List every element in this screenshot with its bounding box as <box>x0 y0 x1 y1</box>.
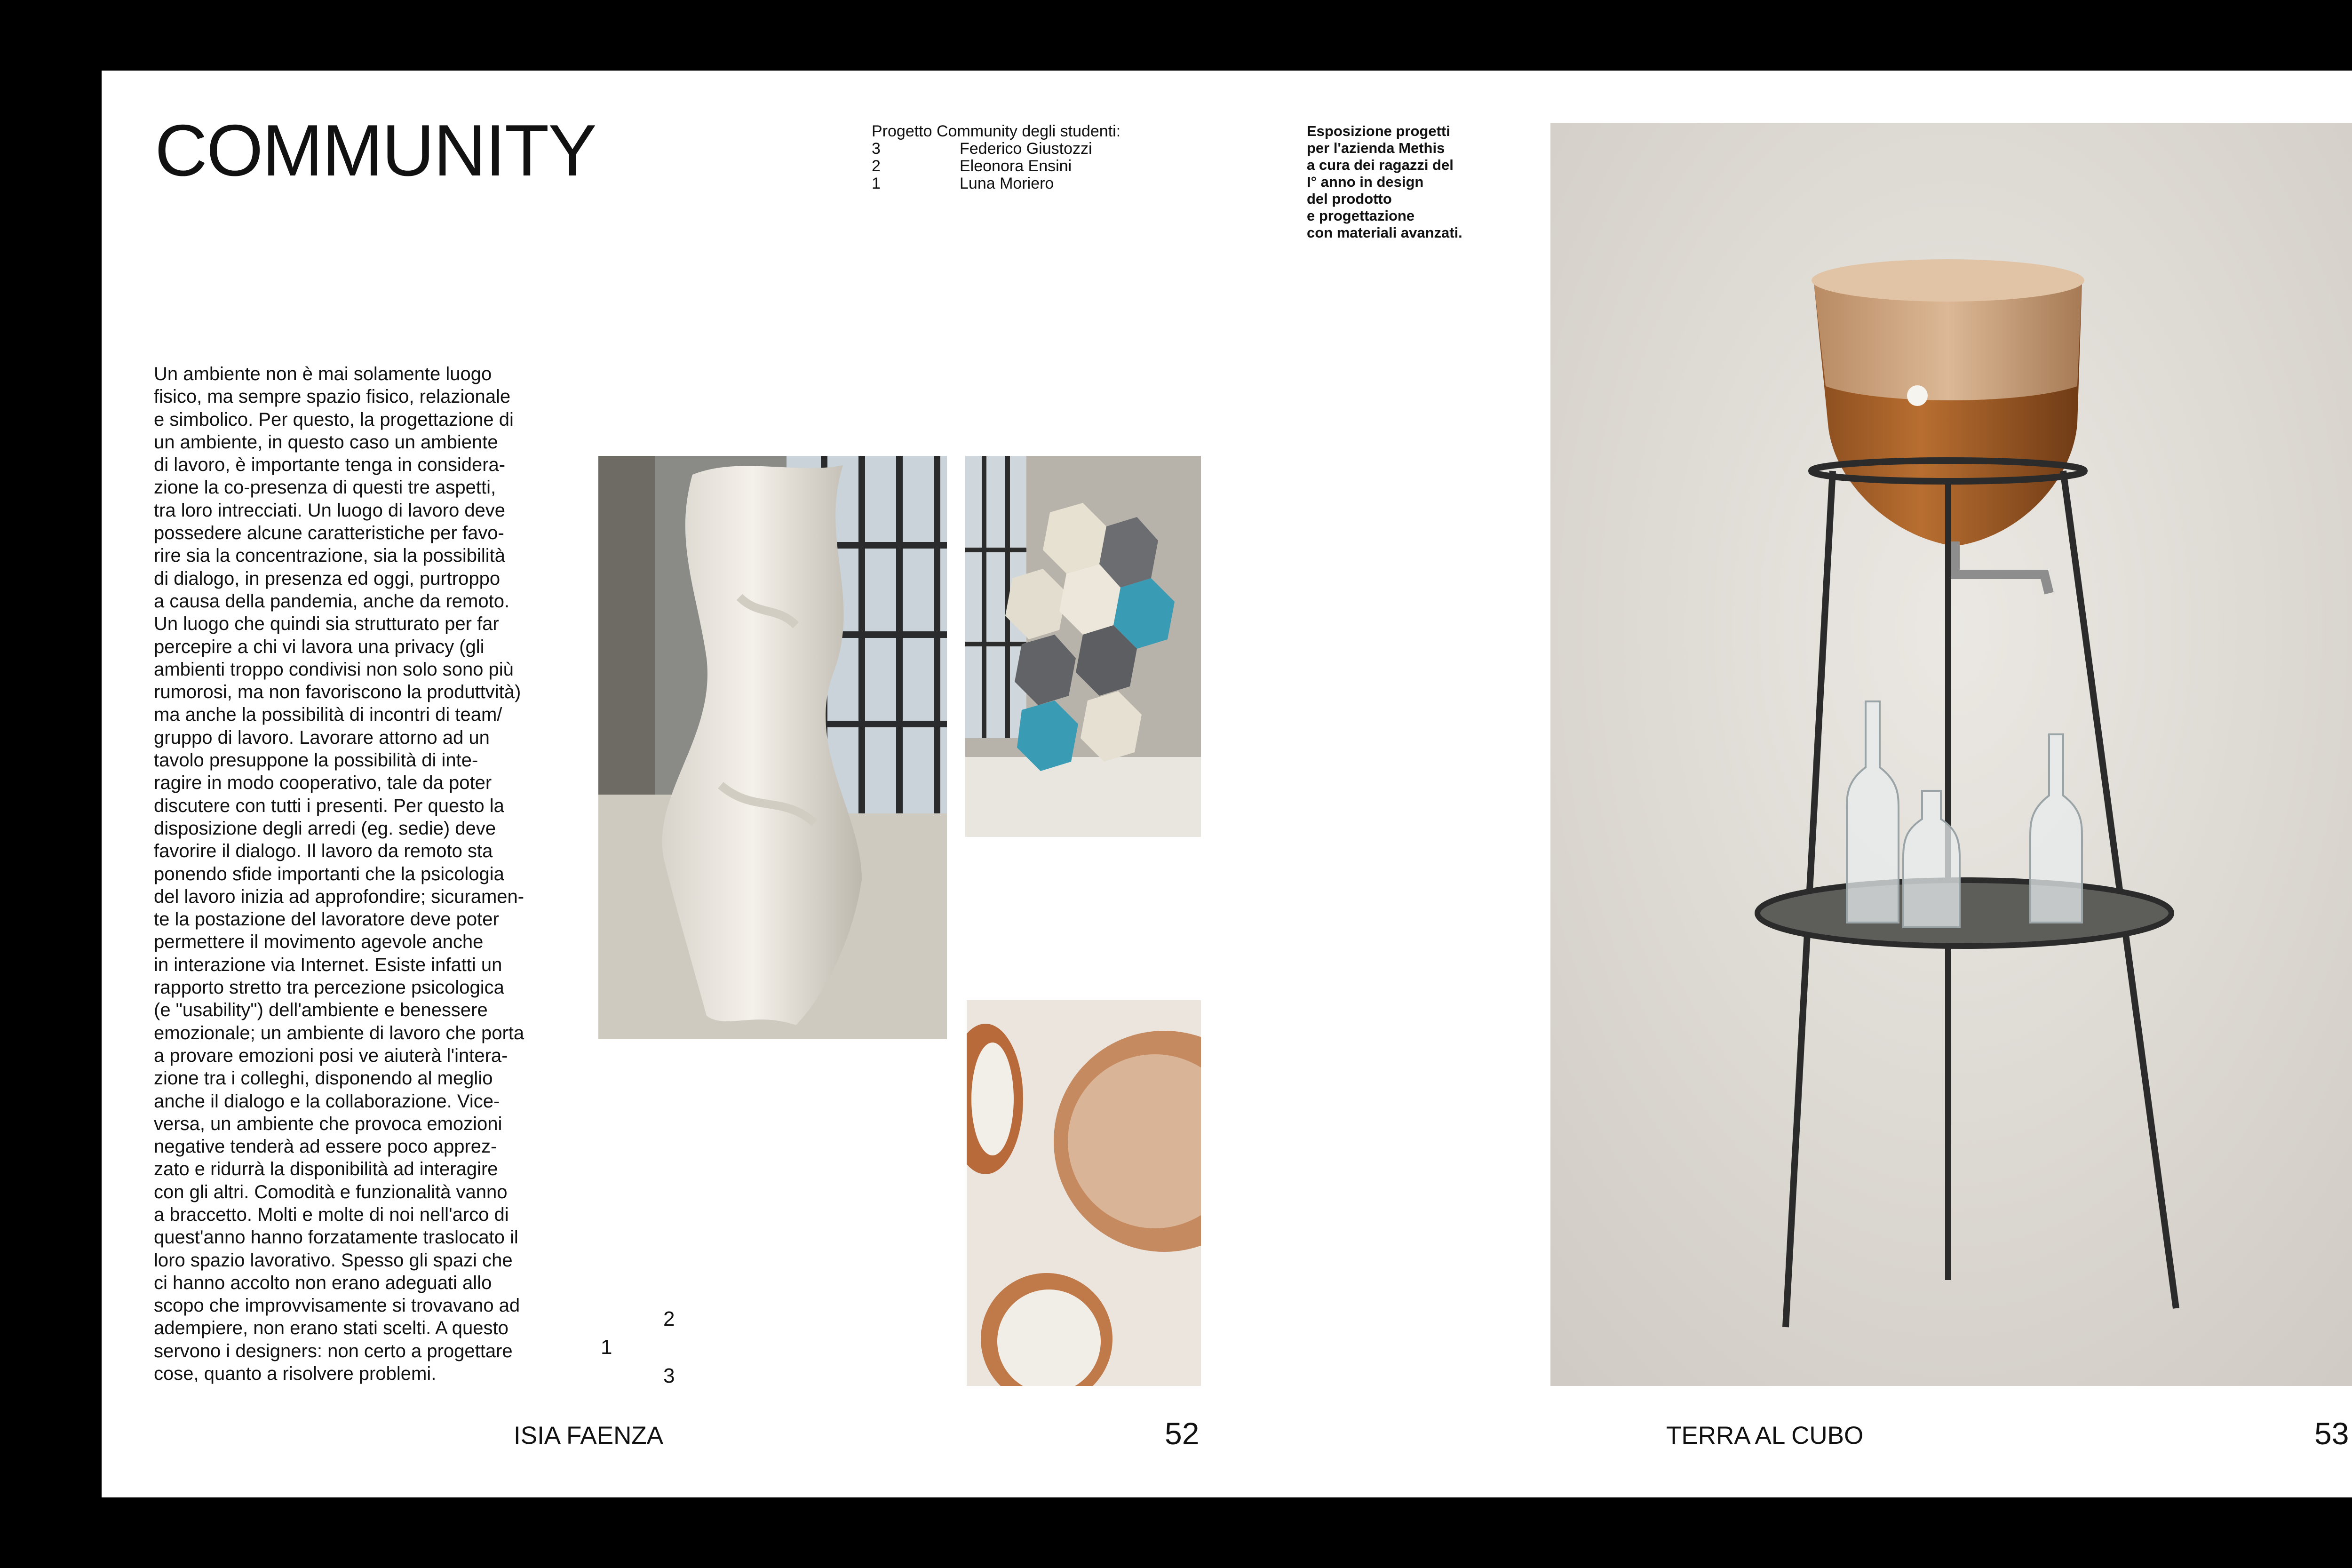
body-text-line: gruppo di lavoro. Lavorare attorno ad un <box>154 727 490 748</box>
body-text-line: disposizione degli arredi (eg. sedie) deve <box>154 818 496 839</box>
body-text-line: te la postazione del lavoratore deve poter <box>154 909 499 930</box>
body-text-line: un ambiente, in questo caso un ambiente <box>154 431 498 453</box>
credit-row <box>872 140 1120 158</box>
body-text-line: discutere con tutti i presenti. Per questo la <box>154 795 504 816</box>
photo-wavy-ceramic-panel <box>598 456 947 1039</box>
body-text-line: servono i designers: non certo a progettare <box>154 1340 513 1361</box>
footer-right: TERRA AL CUBO <box>1666 1422 1864 1449</box>
body-text-line: negative tenderà ad essere poco apprez- <box>154 1136 497 1157</box>
photo-ceramic-bowls <box>967 1000 1201 1386</box>
photo-hexagon-panels <box>965 456 1201 837</box>
body-text-line: rapporto stretto tra percezione psicologica <box>154 977 504 998</box>
credit-name: Luna Moriero <box>960 175 1054 192</box>
credit-number: 3 <box>872 140 881 158</box>
body-text-line: emozionale; un ambiente di lavoro che porta <box>154 1022 524 1043</box>
body-text-line: rumorosi, ma non favoriscono la produttvità) <box>154 682 521 703</box>
caption-line: per l'azienda Methis <box>1307 140 1445 156</box>
body-text-line: possedere alcune caratteristiche per favo- <box>154 523 504 544</box>
body-text-line: adempiere, non erano stati scelti. A questo <box>154 1318 509 1339</box>
body-text-line: Un ambiente non è mai solamente luogo <box>154 364 492 384</box>
figure-number-1: 1 <box>601 1336 612 1359</box>
body-text-line: con gli altri. Comodità e funzionalità vanno <box>154 1181 508 1202</box>
page-number-right: 53 <box>2314 1416 2349 1451</box>
body-text-line: tavolo presuppone la possibilità di inte- <box>154 750 478 771</box>
body-text-line: quest'anno hanno forzatamente traslocato il <box>154 1227 518 1248</box>
body-text-line: tra loro intrecciati. Un luogo di lavoro deve <box>154 500 506 521</box>
body-text-line: a causa della pandemia, anche da remoto. <box>154 590 510 612</box>
body-text-line: scopo che improvvisamente si trovavano ad <box>154 1295 520 1316</box>
caption-line: Esposizione progetti <box>1307 123 1450 139</box>
body-text-line: permettere il movimento agevole anche <box>154 931 484 953</box>
page-title: COMMUNITY <box>155 110 596 191</box>
body-text-line: percepire a chi vi lavora una privacy (gli <box>154 636 485 657</box>
credit-row <box>872 175 1120 192</box>
body-text-line: loro spazio lavorativo. Spesso gli spazi che <box>154 1250 513 1271</box>
credit-name: Federico Giustozzi <box>960 140 1092 158</box>
body-text-line: fisico, ma sempre spazio fisico, relazionale <box>154 386 511 407</box>
body-text-line: zione la co-presenza di questi tre aspetti, <box>154 477 496 498</box>
figure-number-2: 2 <box>663 1307 675 1330</box>
body-text-line: di dialogo, in presenza ed oggi, purtroppo <box>154 568 501 589</box>
body-text-line: ambienti troppo condivisi non solo sono più <box>154 659 514 680</box>
body-text-line: ci hanno accolto non erano adeguati allo <box>154 1272 492 1293</box>
body-text-line: favorire il dialogo. Il lavoro da remoto sta <box>154 841 493 862</box>
credit-number: 2 <box>872 157 881 175</box>
footer-left: ISIA FAENZA <box>514 1422 664 1449</box>
body-text-line: del lavoro inizia ad approfondire; sicuramen- <box>154 886 524 907</box>
body-text-line: e simbolico. Per questo, la progettazione di <box>154 409 514 430</box>
caption-line: con materiali avanzati. <box>1307 224 1462 241</box>
body-text <box>154 363 643 1385</box>
caption-line: e progettazione <box>1307 207 1415 224</box>
body-text-line: ragire in modo cooperativo, tale da poter <box>154 772 492 794</box>
body-text-line: di lavoro, è importante tenga in considera- <box>154 454 506 476</box>
caption-line: a cura dei ragazzi del <box>1307 157 1454 173</box>
caption-line: del prodotto <box>1307 191 1392 207</box>
body-text-line: zione tra i colleghi, disponendo al meglio <box>154 1068 493 1089</box>
magazine-spread <box>102 71 2352 1497</box>
photo-water-filter-stand <box>1550 123 2352 1386</box>
body-text-line: Un luogo che quindi sia strutturato per far <box>154 613 499 635</box>
figure-number-3: 3 <box>663 1364 675 1387</box>
credit-name: Eleonora Ensini <box>960 157 1072 175</box>
caption-line: I° anno in design <box>1307 174 1424 190</box>
body-text-line: (e "usability") dell'ambiente e benessere <box>154 1000 488 1021</box>
body-text-line: versa, un ambiente che provoca emozioni <box>154 1113 502 1134</box>
body-text-line: zato e ridurrà la disponibilità ad interagire <box>154 1159 498 1180</box>
page-number-left: 52 <box>1165 1416 1200 1451</box>
body-text-line: in interazione via Internet. Esiste infatti un <box>154 954 502 975</box>
credit-row <box>872 158 1120 175</box>
body-text-line: rire sia la concentrazione, sia la possibilità <box>154 545 506 566</box>
body-text-line: ponendo sfide importanti che la psicologia <box>154 863 504 884</box>
body-text-line: cose, quanto a risolvere problemi. <box>154 1363 437 1385</box>
credits-heading: Progetto Community degli studenti: <box>872 122 1121 140</box>
body-text-line: ma anche la possibilità di incontri di team/ <box>154 704 502 725</box>
exhibition-caption <box>1307 123 1504 241</box>
body-text-line: a provare emozioni posi ve aiuterà l'intera- <box>154 1045 508 1066</box>
student-credits <box>872 123 1120 192</box>
body-text-line: anche il dialogo e la collaborazione. Vice- <box>154 1090 500 1112</box>
credit-number: 1 <box>872 175 881 192</box>
body-text-line: a braccetto. Molti e molte di noi nell'arco di <box>154 1204 509 1225</box>
